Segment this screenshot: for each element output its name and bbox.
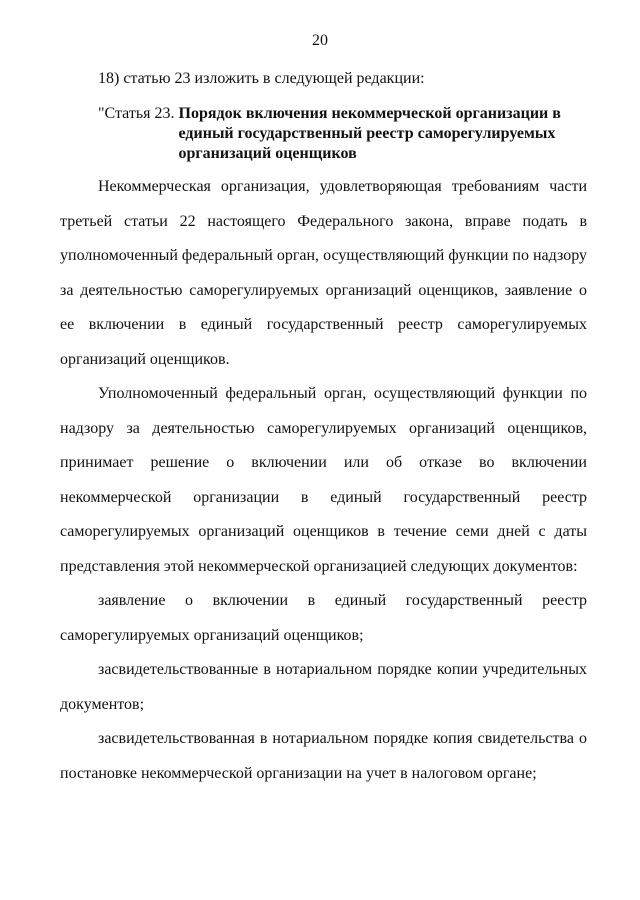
paragraph-text: Некоммерческая организация, удовлетворяющая требованиям части третьей статьи 22 настоящего Федерального закона, вправе подать в уполномоченный федеральный орган, осуществляющий функции по надзору за деятельностью саморегулируемых организаций оценщиков, заявление о ее включении в единый государственный реестр саморегулируемых организаций оценщиков. <box>60 178 587 368</box>
page-number: 20 <box>312 32 328 49</box>
list-item-application <box>60 584 587 653</box>
paragraph-text: Уполномоченный федеральный орган, осуществляющий функции по надзору за деятельностью саморегулируемых организаций оценщиков, принимает решение о включении или об отказе во включении некоммерческой организации в единый государственный реестр саморегулируемых организаций оценщиков в течение семи дней с даты представления этой некоммерческой организацией следующих документов: <box>60 385 587 575</box>
list-item-text: заявление о включении в единый государственный реестр саморегулируемых организаций оценщиков; <box>60 592 587 644</box>
list-item-text: засвидетельствованные в нотариальном порядке копии учредительных документов; <box>60 661 587 713</box>
paragraph-application-right <box>60 170 587 377</box>
article-title: Порядок включения некоммерческой организации в единый государственный реестр саморегулируемых организаций оценщиков <box>178 105 561 162</box>
list-item-text: засвидетельствованная в нотариальном порядке копия свидетельства о постановке некоммерческой организации на учет в налоговом органе; <box>60 730 587 782</box>
list-item-tax-certificate <box>60 722 587 791</box>
list-item-founding-documents <box>60 653 587 722</box>
article-heading <box>98 104 598 164</box>
paragraph-decision-procedure <box>60 377 587 584</box>
article-label: "Статья 23. <box>98 105 179 122</box>
amendment-intro: 18) статью 23 изложить в следующей редакции: <box>98 70 425 87</box>
